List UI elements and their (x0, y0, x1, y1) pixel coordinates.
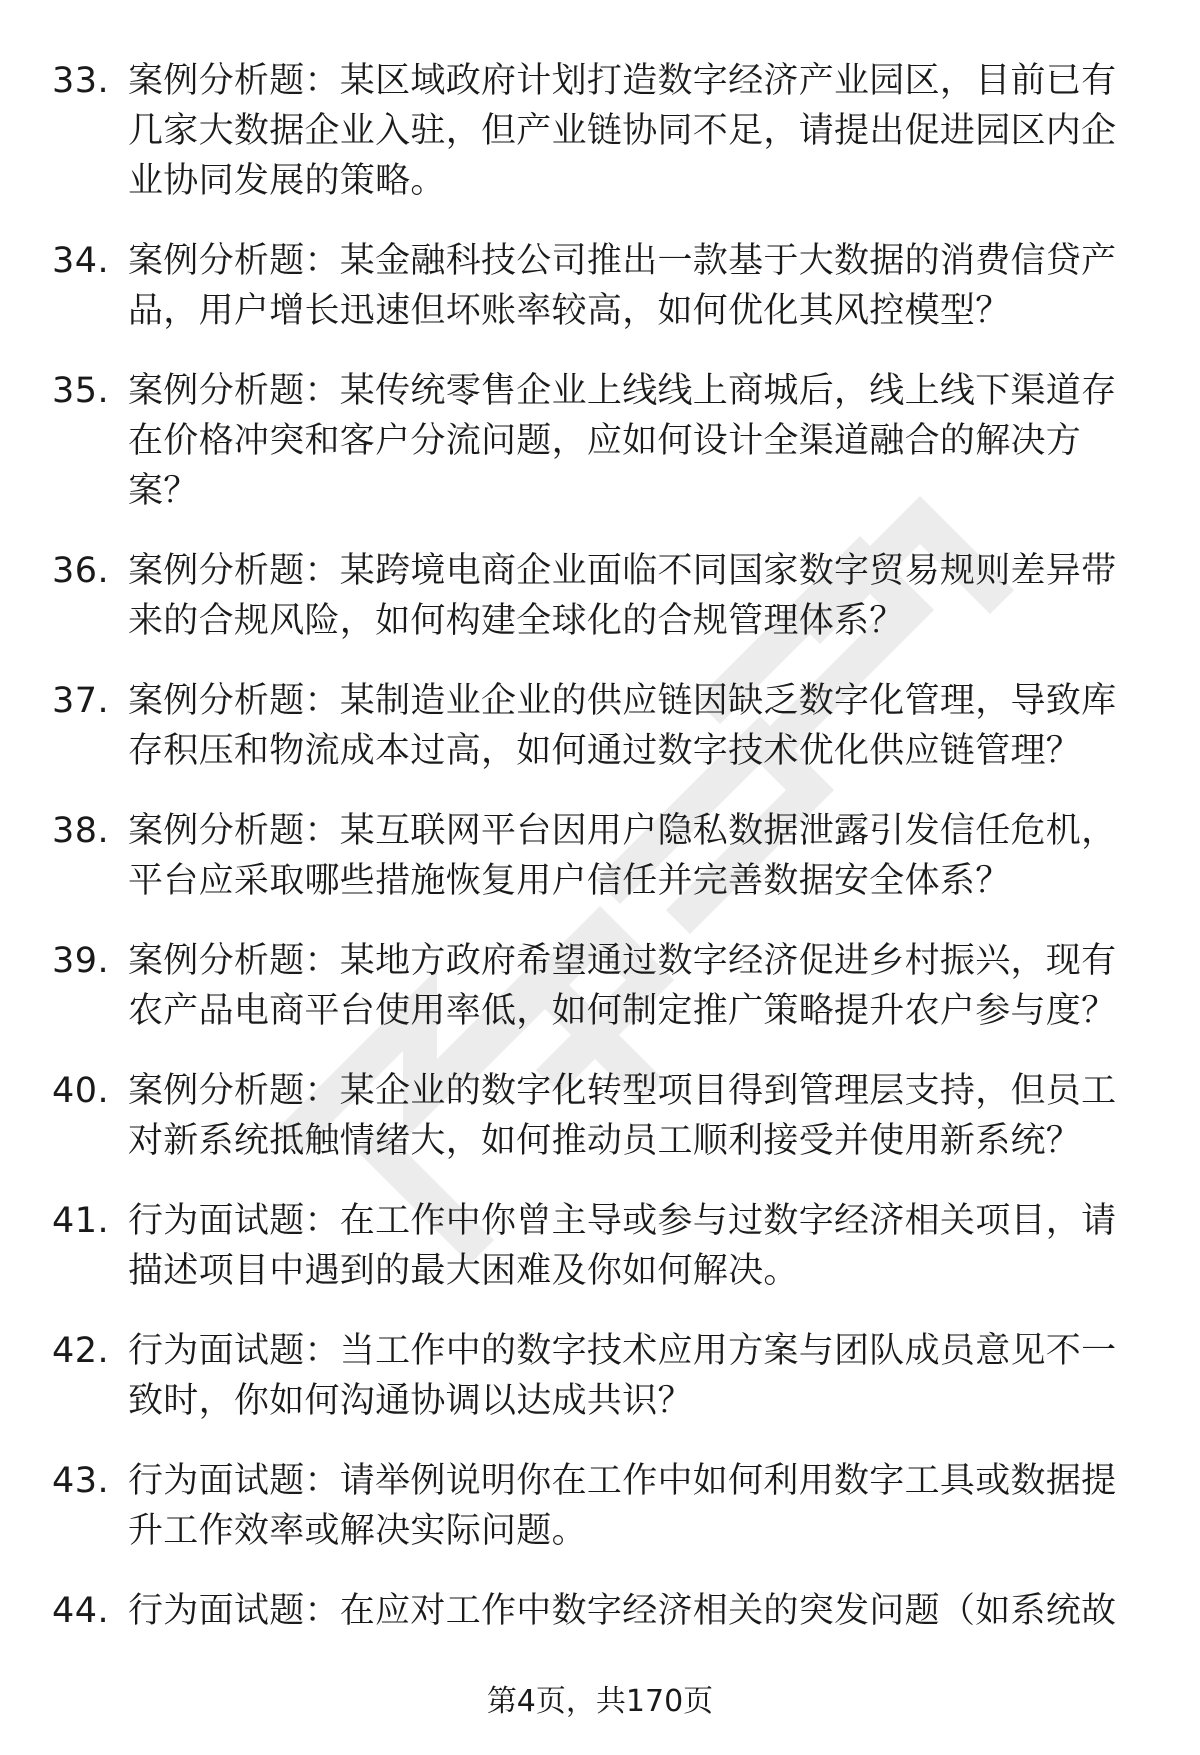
question-text: 行为面试题：在工作中你曾主导或参与过数字经济相关项目，请描述项目中遇到的最大困难及你如何解决。 (128, 1201, 1117, 1291)
question-text: 案例分析题：某地方政府希望通过数字经济促进乡村振兴，现有农产品电商平台使用率低，如何制定推广策略提升农户参与度？ (128, 941, 1117, 1031)
question-text: 行为面试题：请举例说明你在工作中如何利用数字工具或数据提升工作效率或解决实际问题。 (128, 1461, 1117, 1551)
question-text: 行为面试题：当工作中的数字技术应用方案与团队成员意见不一致时，你如何沟通协调以达成共识？ (128, 1331, 1117, 1421)
question-item (52, 1326, 1152, 1426)
question-item (52, 806, 1152, 906)
question-number: 35. (52, 371, 110, 411)
question-number: 33. (52, 61, 110, 101)
question-text: 案例分析题：某跨境电商企业面临不同国家数字贸易规则差异带来的合规风险，如何构建全球化的合规管理体系？ (128, 551, 1117, 641)
question-list (52, 56, 1152, 1666)
question-number: 34. (52, 241, 110, 281)
question-text: 案例分析题：某企业的数字化转型项目得到管理层支持，但员工对新系统抵触情绪大，如何推动员工顺利接受并使用新系统？ (128, 1071, 1117, 1161)
question-number: 38. (52, 811, 110, 851)
question-item (52, 936, 1152, 1036)
question-item (52, 366, 1152, 516)
question-number: 44. (52, 1591, 110, 1631)
page-number-footer: 第4页，共170页 (486, 1684, 714, 1719)
question-number: 42. (52, 1331, 110, 1371)
question-text: 行为面试题：在应对工作中数字经济相关的突发问题（如系统故 (128, 1591, 1117, 1631)
question-item (52, 56, 1152, 206)
question-text: 案例分析题：某区域政府计划打造数字经济产业园区，目前已有几家大数据企业入驻，但产业链协同不足，请提出促进园区内企业协同发展的策略。 (128, 61, 1117, 201)
question-text: 案例分析题：某金融科技公司推出一款基于大数据的消费信贷产品，用户增长迅速但坏账率较高，如何优化其风控模型？ (128, 241, 1117, 331)
question-number: 40. (52, 1071, 110, 1111)
question-number: 41. (52, 1201, 110, 1241)
question-item (52, 1066, 1152, 1166)
question-number: 36. (52, 551, 110, 591)
question-item (52, 1586, 1152, 1636)
question-item (52, 1456, 1152, 1556)
question-text: 案例分析题：某传统零售企业上线线上商城后，线上线下渠道存在价格冲突和客户分流问题，应如何设计全渠道融合的解决方案？ (128, 371, 1117, 511)
question-text: 案例分析题：某互联网平台因用户隐私数据泄露引发信任危机，平台应采取哪些措施恢复用户信任并完善数据安全体系？ (128, 811, 1117, 901)
question-text: 案例分析题：某制造业企业的供应链因缺乏数字化管理，导致库存积压和物流成本过高，如何通过数字技术优化供应链管理？ (128, 681, 1117, 771)
question-item (52, 676, 1152, 776)
question-number: 39. (52, 941, 110, 981)
question-item (52, 1196, 1152, 1296)
question-number: 37. (52, 681, 110, 721)
question-item (52, 236, 1152, 336)
question-number: 43. (52, 1461, 110, 1501)
question-item (52, 546, 1152, 646)
